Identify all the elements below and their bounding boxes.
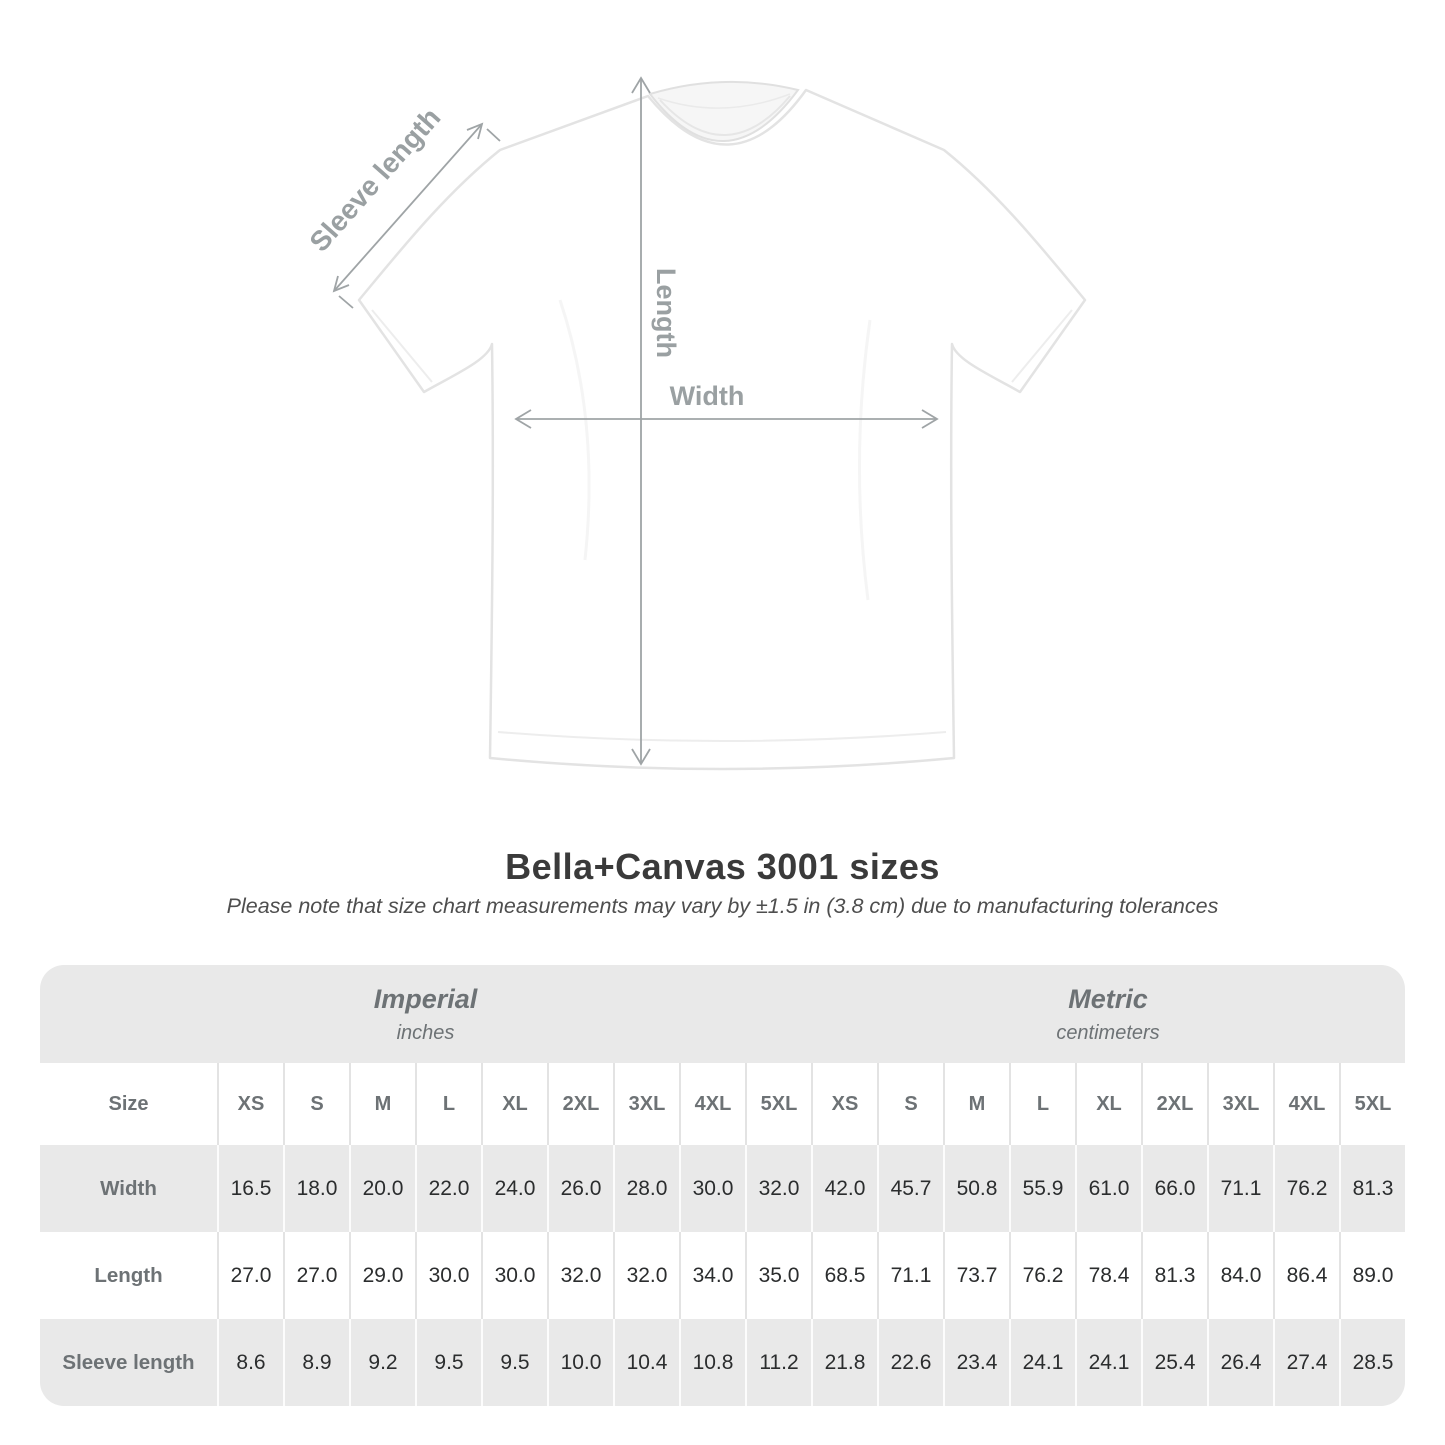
size-cell-metric: 3XL xyxy=(1207,1063,1273,1145)
size-cell-metric: L xyxy=(1009,1063,1075,1145)
value-cell: 24.1 xyxy=(1009,1319,1075,1406)
metric-label: Metric xyxy=(1068,983,1148,1014)
size-cell-metric: S xyxy=(877,1063,943,1145)
value-cell: 32.0 xyxy=(745,1145,811,1232)
value-cell: 22.0 xyxy=(415,1145,481,1232)
value-cell: 81.3 xyxy=(1339,1145,1405,1232)
size-cell-metric: 5XL xyxy=(1339,1063,1405,1145)
value-cell: 16.5 xyxy=(217,1145,283,1232)
value-cell: 22.6 xyxy=(877,1319,943,1406)
size-cell-imperial: 4XL xyxy=(679,1063,745,1145)
value-cell: 27.4 xyxy=(1273,1319,1339,1406)
value-cell: 24.1 xyxy=(1075,1319,1141,1406)
value-cell: 25.4 xyxy=(1141,1319,1207,1406)
metric-sublabel: centimeters xyxy=(1056,1021,1160,1044)
size-table xyxy=(40,965,1405,1406)
value-cell: 71.1 xyxy=(877,1232,943,1319)
row-label: Length xyxy=(94,1263,163,1287)
size-cell-imperial: XS xyxy=(217,1063,283,1145)
value-cell: 86.4 xyxy=(1273,1232,1339,1319)
value-cell: 84.0 xyxy=(1207,1232,1273,1319)
length-label: Length xyxy=(651,268,681,358)
value-cell: 11.2 xyxy=(745,1319,811,1406)
value-cell: 30.0 xyxy=(415,1232,481,1319)
value-cell: 35.0 xyxy=(745,1232,811,1319)
width-label: Width xyxy=(669,381,745,411)
value-cell: 28.5 xyxy=(1339,1319,1405,1406)
sleeve-length-label: Sleeve length xyxy=(303,101,447,258)
value-cell: 68.5 xyxy=(811,1232,877,1319)
size-cell-metric: M xyxy=(943,1063,1009,1145)
value-cell: 32.0 xyxy=(613,1232,679,1319)
size-cell-metric: 2XL xyxy=(1141,1063,1207,1145)
value-cell: 10.4 xyxy=(613,1319,679,1406)
size-cell-imperial: 2XL xyxy=(547,1063,613,1145)
units-header-row xyxy=(40,965,1405,1063)
imperial-label: Imperial xyxy=(373,983,478,1014)
value-cell: 9.5 xyxy=(481,1319,547,1406)
size-cell-metric: 4XL xyxy=(1273,1063,1339,1145)
metric-header xyxy=(811,965,1405,1063)
table-row xyxy=(40,1232,1405,1319)
table-body xyxy=(40,1145,1405,1406)
value-cell: 20.0 xyxy=(349,1145,415,1232)
value-cell: 21.8 xyxy=(811,1319,877,1406)
value-cell: 9.5 xyxy=(415,1319,481,1406)
tshirt-graphic xyxy=(359,82,1085,769)
size-cell-metric: XL xyxy=(1075,1063,1141,1145)
size-column-header: Size xyxy=(108,1092,149,1115)
value-cell: 89.0 xyxy=(1339,1232,1405,1319)
value-cell: 8.6 xyxy=(217,1319,283,1406)
value-cell: 10.8 xyxy=(679,1319,745,1406)
value-cell: 29.0 xyxy=(349,1232,415,1319)
value-cell: 28.0 xyxy=(613,1145,679,1232)
value-cell: 10.0 xyxy=(547,1319,613,1406)
value-cell: 81.3 xyxy=(1141,1232,1207,1319)
size-cell-imperial: S xyxy=(283,1063,349,1145)
value-cell: 27.0 xyxy=(217,1232,283,1319)
size-cell-imperial: 5XL xyxy=(745,1063,811,1145)
value-cell: 34.0 xyxy=(679,1232,745,1319)
value-cell: 32.0 xyxy=(547,1232,613,1319)
size-cell-imperial: XL xyxy=(481,1063,547,1145)
value-cell: 30.0 xyxy=(481,1232,547,1319)
table-row xyxy=(40,1319,1405,1406)
page-title: Bella+Canvas 3001 sizes xyxy=(505,846,940,887)
value-cell: 24.0 xyxy=(481,1145,547,1232)
row-label: Width xyxy=(100,1176,157,1200)
value-cell: 76.2 xyxy=(1009,1232,1075,1319)
value-cell: 26.0 xyxy=(547,1145,613,1232)
value-cell: 18.0 xyxy=(283,1145,349,1232)
value-cell: 66.0 xyxy=(1141,1145,1207,1232)
value-cell: 50.8 xyxy=(943,1145,1009,1232)
size-cell-imperial: 3XL xyxy=(613,1063,679,1145)
value-cell: 30.0 xyxy=(679,1145,745,1232)
value-cell: 23.4 xyxy=(943,1319,1009,1406)
size-cell-metric: XS xyxy=(811,1063,877,1145)
value-cell: 27.0 xyxy=(283,1232,349,1319)
value-cell: 71.1 xyxy=(1207,1145,1273,1232)
value-cell: 26.4 xyxy=(1207,1319,1273,1406)
size-cell-imperial: L xyxy=(415,1063,481,1145)
tolerance-note: Please note that size chart measurements may vary by ±1.5 in (3.8 cm) due to manufacturing tolerances xyxy=(226,894,1219,918)
value-cell: 45.7 xyxy=(877,1145,943,1232)
row-label: Sleeve length xyxy=(62,1350,195,1374)
table-row xyxy=(40,1145,1405,1232)
value-cell: 42.0 xyxy=(811,1145,877,1232)
value-cell: 76.2 xyxy=(1273,1145,1339,1232)
value-cell: 61.0 xyxy=(1075,1145,1141,1232)
imperial-sublabel: inches xyxy=(396,1021,455,1044)
size-cell-imperial: M xyxy=(349,1063,415,1145)
value-cell: 8.9 xyxy=(283,1319,349,1406)
value-cell: 9.2 xyxy=(349,1319,415,1406)
value-cell: 78.4 xyxy=(1075,1232,1141,1319)
value-cell: 73.7 xyxy=(943,1232,1009,1319)
imperial-header xyxy=(40,965,811,1063)
value-cell: 55.9 xyxy=(1009,1145,1075,1232)
size-header-row xyxy=(40,1063,1405,1145)
